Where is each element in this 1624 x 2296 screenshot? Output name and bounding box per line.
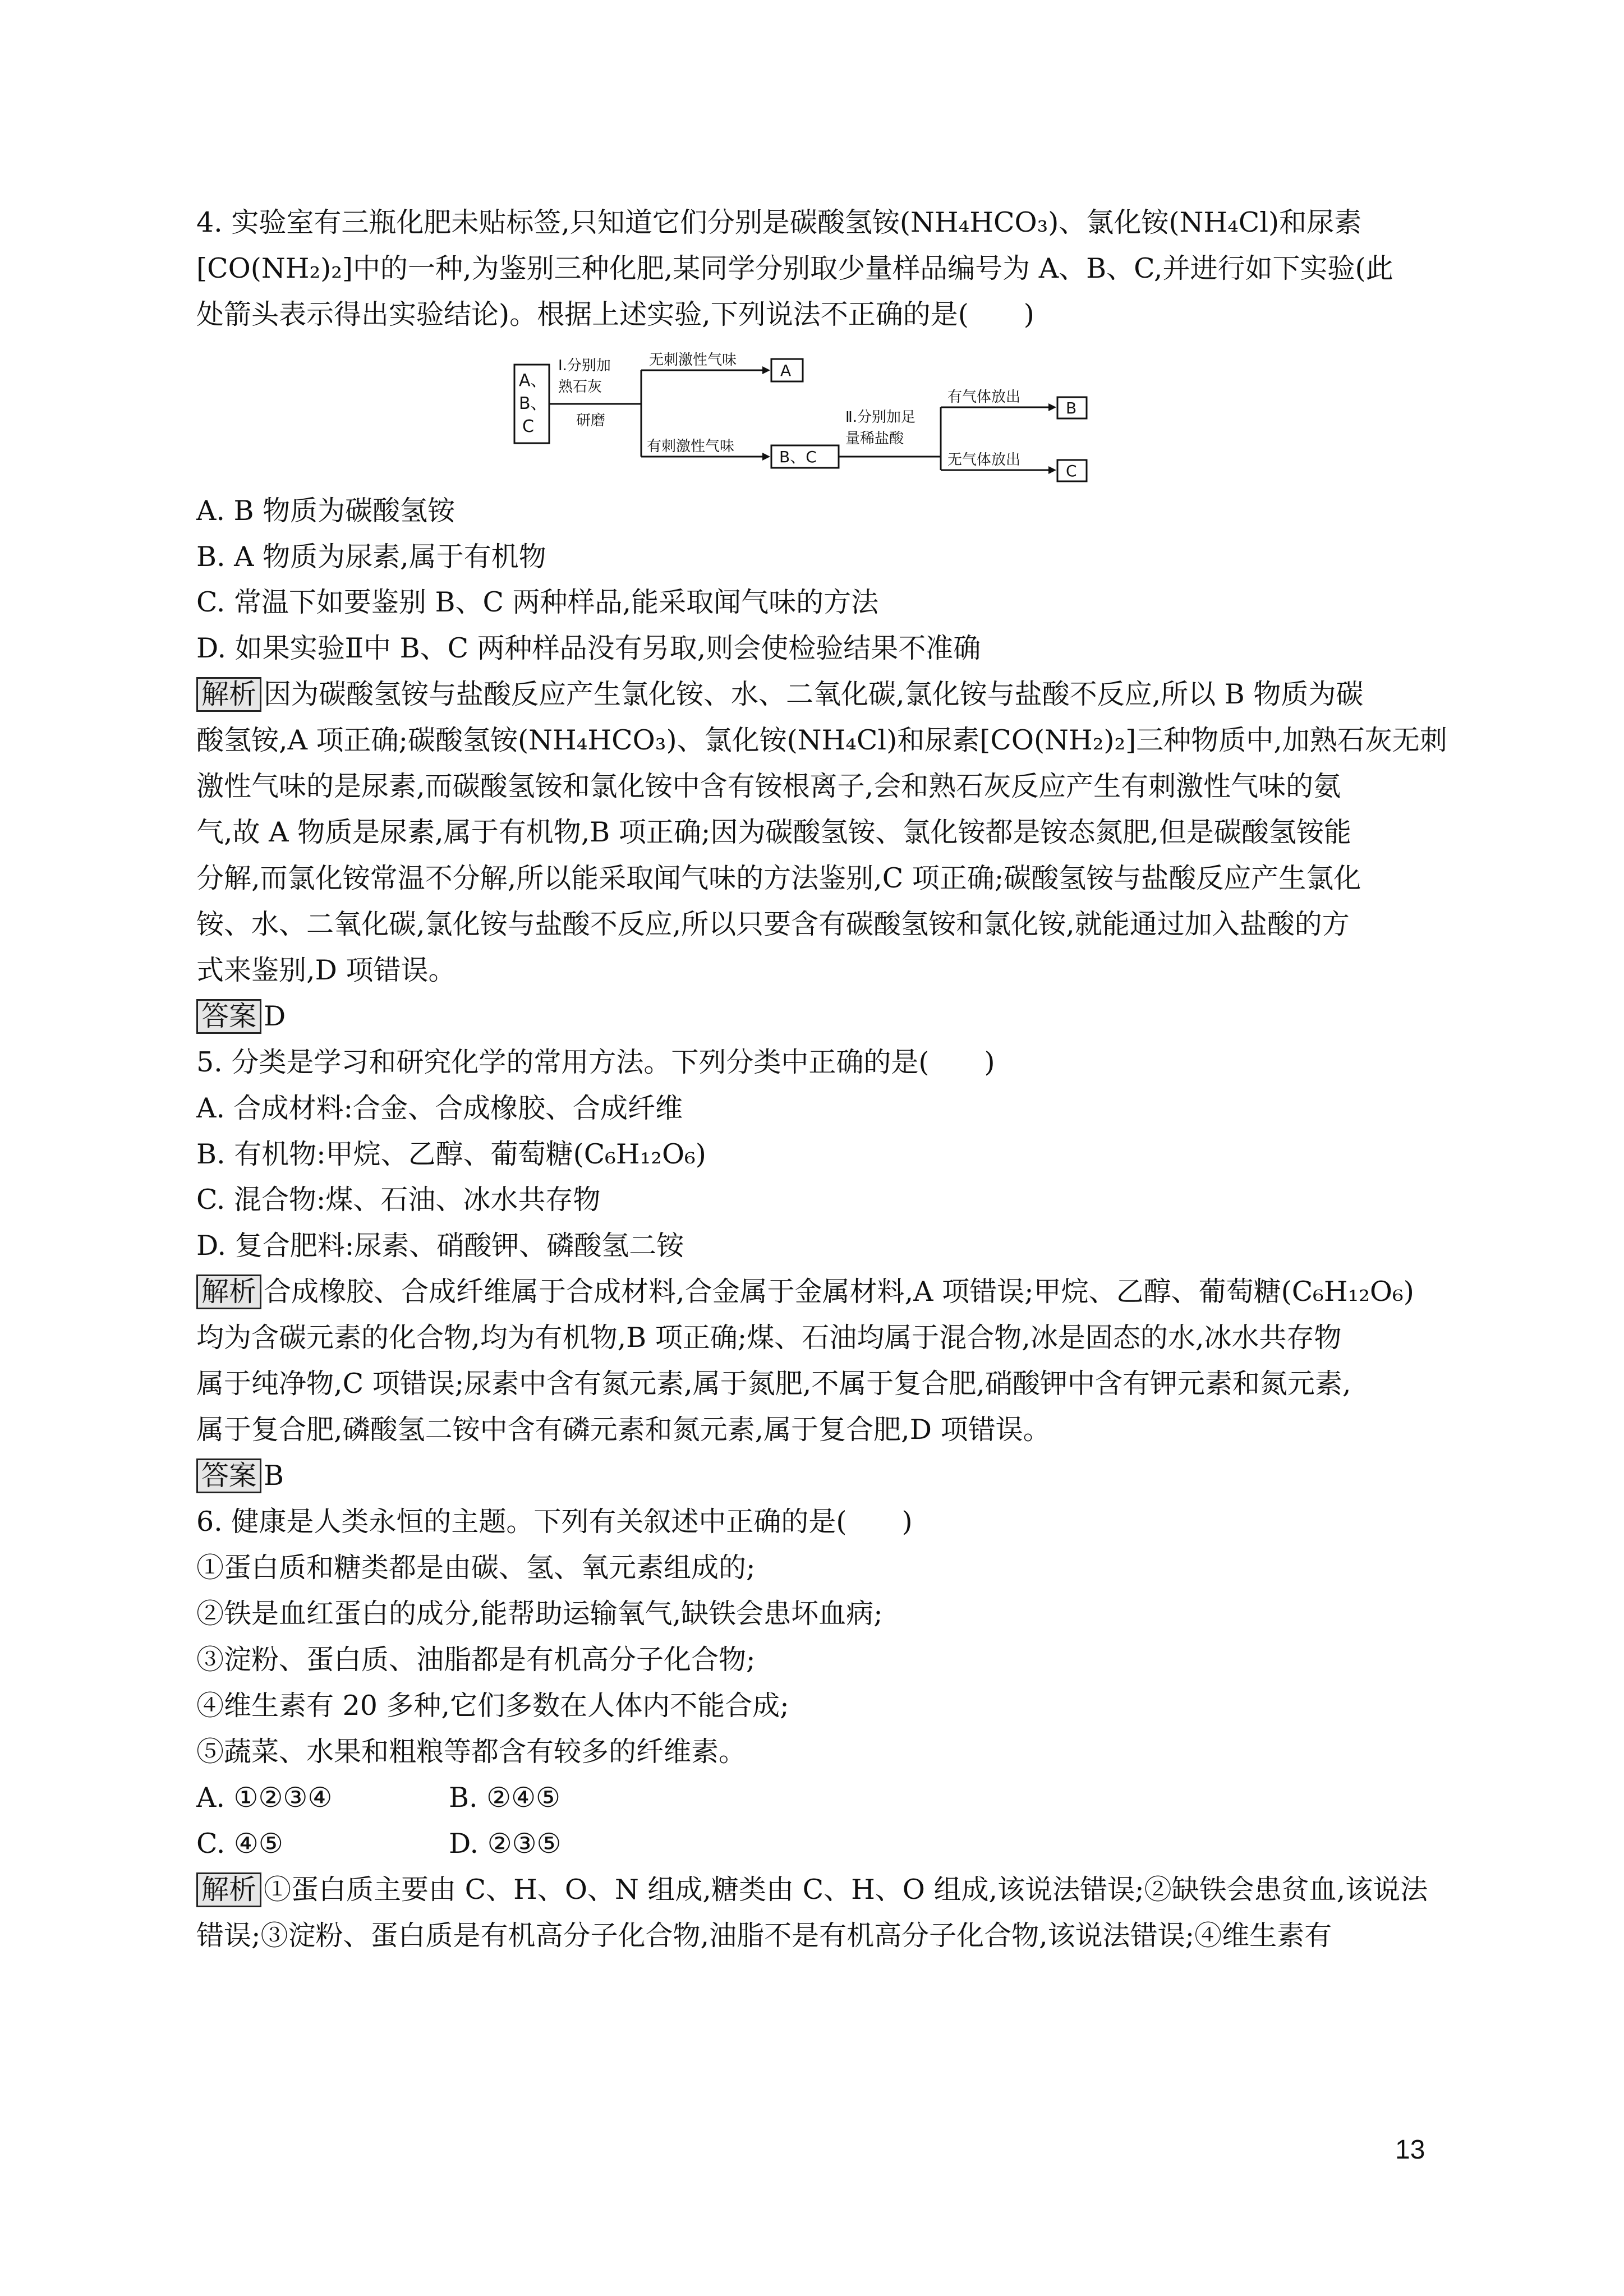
q5-option-b: B. 有机物:甲烷、乙醇、葡萄糖(C₆H₁₂O₆) — [196, 1138, 706, 1170]
result-bc-label: B、C — [779, 448, 817, 466]
q5-option-c: C. 混合物:煤、石油、冰水共存物 — [196, 1184, 601, 1216]
q6-option-a: A. ①②③④ — [196, 1782, 333, 1814]
result-c-label: C — [1066, 462, 1077, 480]
step2-label-1: Ⅱ.分别加足 — [845, 409, 916, 426]
q6-statement-5: ⑤蔬菜、水果和粗粮等都含有较多的纤维素。 — [196, 1736, 747, 1768]
start-label-1: A、 — [519, 371, 548, 390]
page-number: 13 — [1395, 2135, 1425, 2165]
q4-stem-line-1: 4. 实验室有三瓶化肥未贴标签,只知道它们分别是碳酸氢铵(NH₄HCO₃)、氯化铵(NH₄Cl)和尿素 — [196, 206, 1362, 238]
arrow-head-icon — [1048, 466, 1056, 474]
q4-flow-diagram — [513, 347, 1102, 490]
q4-option-d: D. 如果实验Ⅱ中 B、C 两种样品没有另取,则会使检验结果不准确 — [196, 632, 981, 664]
step1-label-2: 熟石灰 — [558, 379, 602, 395]
step1-label-3: 研磨 — [576, 412, 606, 429]
q4-option-a: A. B 物质为碳酸氢铵 — [196, 495, 456, 527]
start-label-3: C — [522, 417, 534, 436]
branch1-top-label: 无刺激性气味 — [649, 352, 737, 369]
q6-statement-4: ④维生素有 20 多种,它们多数在人体内不能合成; — [196, 1690, 789, 1722]
result-a-label: A — [780, 361, 792, 380]
q4-analysis-text-1: 因为碳酸氢铵与盐酸反应产生氯化铵、水、二氧化碳,氯化铵与盐酸不反应,所以 B 物质为碳 — [264, 678, 1364, 710]
q5-answer-line — [196, 1458, 1430, 1493]
q4-analysis-line-5: 分解,而氯化铵常温不分解,所以能采取闻气味的方法鉴别,C 项正确;碳酸氢铵与盐酸反应产生氯化 — [196, 862, 1361, 894]
q4-option-b: B. A 物质为尿素,属于有机物 — [196, 541, 546, 573]
q6-option-c: C. ④⑤ — [196, 1828, 283, 1860]
step1-label-1: Ⅰ.分别加 — [558, 357, 611, 374]
q4-answer: D — [264, 1000, 286, 1032]
step2-label-2: 量稀盐酸 — [845, 430, 904, 447]
q6-statement-1: ①蛋白质和糖类都是由碳、氢、氧元素组成的; — [196, 1552, 756, 1584]
q4-stem-line-3: 处箭头表示得出实验结论)。根据上述实验,下列说法不正确的是( ) — [196, 298, 1034, 330]
q5-option-d: D. 复合肥料:尿素、硝酸钾、磷酸氢二铵 — [196, 1230, 684, 1262]
branch2-top-label: 有气体放出 — [947, 389, 1021, 406]
q6-statement-3: ③淀粉、蛋白质、油脂都是有机高分子化合物; — [196, 1644, 756, 1676]
q6-stem: 6. 健康是人类永恒的主题。下列有关叙述中正确的是( ) — [196, 1506, 913, 1538]
q4-option-c: C. 常温下如要鉴别 B、C 两种样品,能采取闻气味的方法 — [196, 586, 879, 618]
q5-analysis-line-2: 均为含碳元素的化合物,均为有机物,B 项正确;煤、石油均属于混合物,冰是固态的水,冰水共存物 — [196, 1322, 1342, 1354]
q4-analysis-line-4: 气,故 A 物质是尿素,属于有机物,B 项正确;因为碳酸氢铵、氯化铵都是铵态氮肥,但是碳酸氢铵能 — [196, 816, 1351, 848]
analysis-tag: 解析 — [196, 1274, 261, 1309]
q4-answer-line — [196, 999, 1430, 1034]
q5-analysis-line-1 — [196, 1274, 1430, 1309]
result-b-label: B — [1066, 399, 1077, 417]
analysis-tag: 解析 — [196, 677, 261, 712]
branch2-bottom-label: 无气体放出 — [947, 452, 1021, 468]
q6-analysis-text-1: ①蛋白质主要由 C、H、O、N 组成,糖类由 C、H、O 组成,该说法错误;②缺铁会患贫血,该说法 — [264, 1874, 1428, 1906]
q6-statement-2: ②铁是血红蛋白的成分,能帮助运输氧气,缺铁会患坏血病; — [196, 1598, 883, 1630]
q5-stem: 5. 分类是学习和研究化学的常用方法。下列分类中正确的是( ) — [196, 1046, 995, 1078]
q5-analysis-line-3: 属于纯净物,C 项错误;尿素中含有氮元素,属于氮肥,不属于复合肥,硝酸钾中含有钾元素和氮元素, — [196, 1368, 1351, 1400]
q4-analysis-line-6: 铵、水、二氧化碳,氯化铵与盐酸不反应,所以只要含有碳酸氢铵和氯化铵,就能通过加入盐酸的方 — [196, 908, 1350, 940]
q5-answer: B — [264, 1460, 284, 1492]
arrow-head-icon — [762, 366, 770, 374]
q6-option-d: D. ②③⑤ — [449, 1828, 562, 1860]
q4-analysis-line-1 — [196, 677, 1430, 712]
q5-option-a: A. 合成材料:合金、合成橡胶、合成纤维 — [196, 1092, 683, 1124]
q4-analysis-line-7: 式来鉴别,D 项错误。 — [196, 954, 456, 986]
q4-analysis-line-3: 激性气味的是尿素,而碳酸氢铵和氯化铵中含有铵根离子,会和熟石灰反应产生有刺激性气味的氨 — [196, 770, 1341, 802]
start-label-2: B、 — [519, 394, 548, 413]
q5-analysis-line-4: 属于复合肥,磷酸氢二铵中含有磷元素和氮元素,属于复合肥,D 项错误。 — [196, 1414, 1051, 1446]
branch1-bottom-label: 有刺激性气味 — [647, 438, 735, 455]
arrow-head-icon — [762, 453, 770, 461]
arrow-head-icon — [1048, 403, 1056, 411]
q6-analysis-line-2: 错误;③淀粉、蛋白质是有机高分子化合物,油脂不是有机高分子化合物,该说法错误;④维生素有 — [196, 1920, 1332, 1952]
q6-option-b: B. ②④⑤ — [449, 1782, 560, 1814]
q6-analysis-line-1 — [196, 1872, 1430, 1907]
q5-analysis-text-1: 合成橡胶、合成纤维属于合成材料,合金属于金属材料,A 项错误;甲烷、乙醇、葡萄糖(C₆H₁₂O₆) — [264, 1276, 1414, 1308]
answer-tag: 答案 — [196, 999, 261, 1034]
q4-analysis-line-2: 酸氢铵,A 项正确;碳酸氢铵(NH₄HCO₃)、氯化铵(NH₄Cl)和尿素[CO(NH₂)₂]三种物质中,加熟石灰无刺 — [196, 724, 1447, 756]
answer-tag: 答案 — [196, 1458, 261, 1493]
analysis-tag: 解析 — [196, 1872, 261, 1907]
q4-stem-line-2: [CO(NH₂)₂]中的一种,为鉴别三种化肥,某同学分别取少量样品编号为 A、B、C,并进行如下实验(此 — [196, 252, 1393, 284]
